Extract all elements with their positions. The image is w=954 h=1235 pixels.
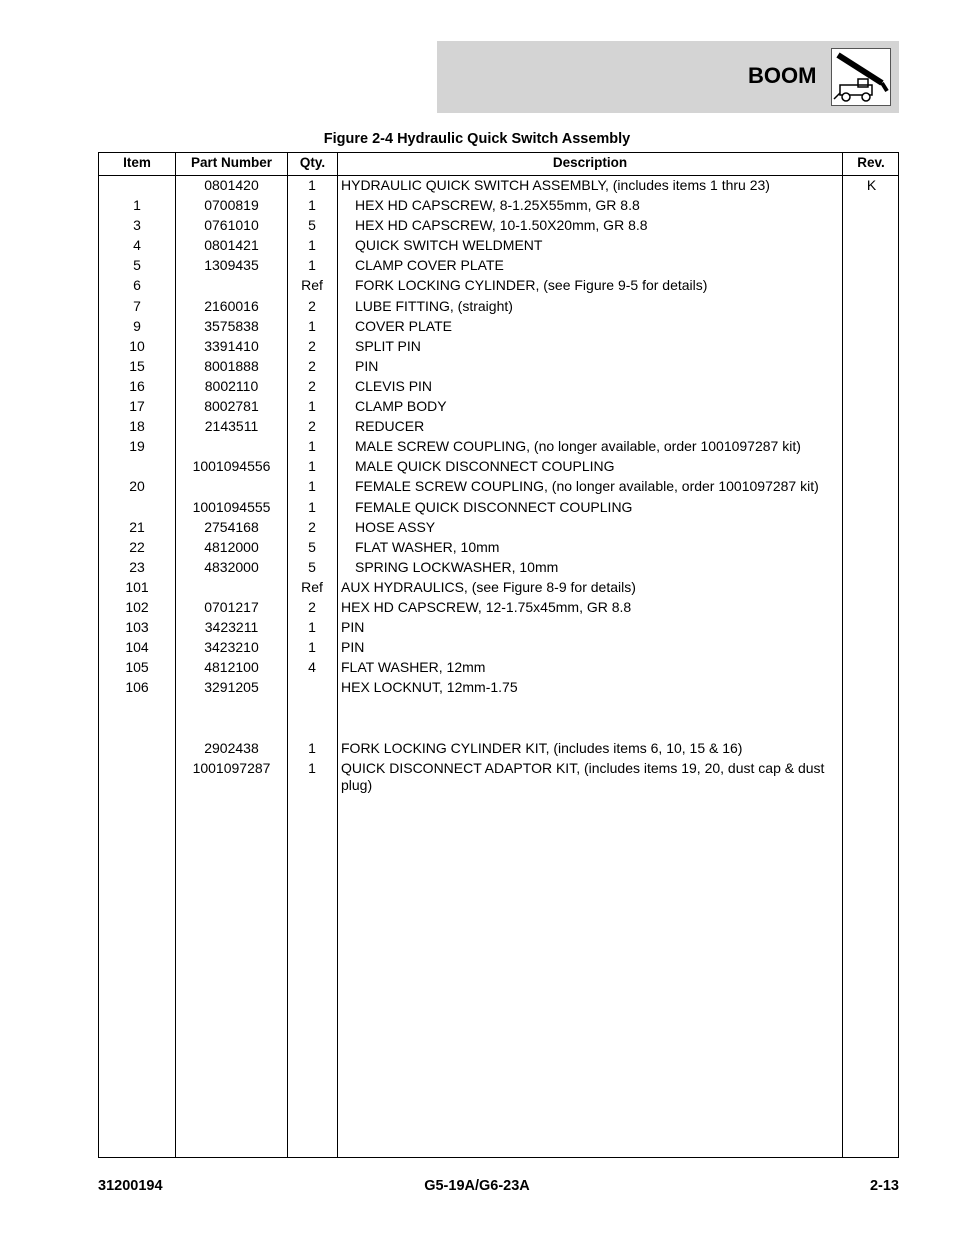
cell-part-number: 0801421 [204,237,259,254]
cell-description: HYDRAULIC QUICK SWITCH ASSEMBLY, (includes items 1 thru 23) [341,177,770,193]
cell-item: 101 [125,578,149,595]
table-row [99,658,898,678]
cell-qty: 2 [308,598,316,615]
cell-qty: 2 [308,357,316,374]
cell-description: PIN [341,619,365,636]
cell-part-number: 1001094555 [192,498,271,515]
table-row [99,417,898,437]
cell-description: FLAT WASHER, 12mm [341,659,486,676]
cell-item: 20 [129,478,145,495]
page-number: 2-13 [869,1178,899,1194]
cell-description: FORK LOCKING CYLINDER, (see Figure 9-5 for details) [355,277,708,294]
table-row [99,256,898,276]
cell-description: HEX HD CAPSCREW, 8-1.25X55mm, GR 8.8 [355,197,640,214]
cell-description: CLAMP BODY [355,398,447,415]
header-item: Item [123,155,151,170]
cell-item: 15 [129,357,145,374]
cell-part-number: 1001097287 [192,759,271,776]
cell-part-number: 0761010 [204,217,259,234]
cell-item: 21 [129,518,145,535]
cell-description: MALE SCREW COUPLING, (no longer available, order 1001097287 kit) [355,438,801,455]
doc-number: 31200194 [98,1178,163,1194]
table-row [99,739,898,759]
cell-part-number: 8002110 [204,377,259,394]
cell-qty: 1 [308,759,316,776]
cell-description: FORK LOCKING CYLINDER KIT, (includes items 6, 10, 15 & 16) [341,739,743,756]
cell-part-number: 2754168 [204,518,259,535]
cell-part-number: 1309435 [204,257,259,274]
cell-description: HOSE ASSY [355,518,436,535]
cell-part-number: 1001094556 [192,458,271,475]
cell-part-number: 8001888 [204,357,259,374]
cell-item: 104 [125,639,149,656]
cell-qty: Ref [301,277,323,294]
cell-qty: 1 [308,639,316,656]
cell-qty: 1 [308,177,316,193]
cell-item: 10 [129,337,145,354]
cell-description: SPLIT PIN [355,337,421,354]
table-row [99,357,898,377]
cell-description: QUICK DISCONNECT ADAPTOR KIT, (includes items 19, 20, dust cap & dust plug) [341,759,825,793]
cell-description: REDUCER [355,418,425,435]
figure-title: Figure 2-4 Hydraulic Quick Switch Assembly [323,131,631,147]
cell-qty: 4 [308,659,316,676]
header-description: Description [552,155,628,170]
table-row [99,498,898,518]
model-number: G5-19A/G6-23A [424,1178,530,1194]
cell-description: PIN [355,357,379,374]
cell-qty: 2 [308,297,316,314]
table-row [99,196,898,216]
cell-qty: 1 [308,197,316,214]
table-row [99,297,898,317]
cell-qty: 2 [308,377,316,394]
cell-part-number: 2143511 [204,418,259,435]
cell-description: AUX HYDRAULICS, (see Figure 8-9 for details) [341,578,636,595]
cell-part-number: 4812100 [204,659,259,676]
cell-part-number: 0700819 [204,197,259,214]
cell-qty: 1 [308,498,316,515]
table-row [99,638,898,658]
cell-part-number: 2160016 [204,297,259,314]
cell-description: MALE QUICK DISCONNECT COUPLING [355,458,615,475]
table-row [99,397,898,417]
table-row [99,176,898,196]
header-rev: Rev. [857,155,885,170]
cell-qty: 1 [308,619,316,636]
cell-description: FLAT WASHER, 10mm [355,538,500,555]
table-row [99,377,898,397]
cell-description: COVER PLATE [355,317,452,334]
cell-qty: 1 [308,398,316,415]
table-row [99,578,898,598]
cell-item: 19 [129,438,145,455]
cell-part-number: 4812000 [204,538,259,555]
cell-rev: K [866,177,877,193]
cell-item: 3 [133,217,141,234]
table-row [99,618,898,638]
table-row [99,437,898,457]
cell-description: PIN [341,639,365,656]
cell-item: 103 [125,619,149,636]
cell-item: 7 [133,297,141,314]
table-row [99,598,898,618]
cell-part-number: 0801420 [204,177,259,193]
cell-description: QUICK SWITCH WELDMENT [355,237,543,254]
cell-qty: 2 [308,337,316,354]
table-row [99,558,898,578]
section-title: BOOM [748,63,817,88]
cell-item: 105 [125,659,149,676]
cell-description: CLAMP COVER PLATE [355,257,504,274]
cell-item: 16 [129,377,145,394]
cell-item: 102 [125,598,149,615]
cell-part-number: 3575838 [204,317,259,334]
cell-qty: 5 [308,538,316,555]
cell-item: 5 [133,257,141,274]
cell-item: 6 [133,277,141,294]
cell-item: 17 [129,398,145,415]
boom-machine-icon [831,48,891,106]
cell-part-number: 2902438 [204,739,259,756]
cell-qty: Ref [301,578,323,595]
table-row [99,538,898,558]
cell-item: 106 [125,679,149,696]
table-body [99,176,898,793]
cell-qty: 1 [308,257,316,274]
table-row [99,216,898,236]
cell-qty: 2 [308,418,316,435]
cell-part-number: 3391410 [204,337,259,354]
table-row [99,759,898,793]
cell-part-number: 8002781 [204,398,259,415]
cell-description: FEMALE SCREW COUPLING, (no longer available, order 1001097287 kit) [355,478,819,495]
cell-item: 1 [133,197,141,214]
cell-qty: 1 [308,478,316,495]
cell-qty: 5 [308,558,316,575]
cell-item: 9 [133,317,141,334]
cell-qty: 2 [308,518,316,535]
table-row [99,337,898,357]
cell-item: 23 [129,558,145,575]
cell-qty: 1 [308,458,316,475]
cell-item: 22 [129,538,145,555]
table-row [99,236,898,256]
cell-description: FEMALE QUICK DISCONNECT COUPLING [355,498,633,515]
cell-qty: 1 [308,438,316,455]
table-row [99,276,898,296]
table-row [99,477,898,497]
table-row [99,317,898,337]
cell-description: HEX HD CAPSCREW, 12-1.75x45mm, GR 8.8 [341,598,632,615]
table-row [99,678,898,698]
cell-qty: 1 [308,739,316,756]
table-row [99,457,898,477]
cell-qty: 1 [308,317,316,334]
table-spacer [99,698,898,738]
cell-item: 4 [133,237,141,254]
cell-description: CLEVIS PIN [355,377,433,394]
section-header-band [437,41,899,113]
cell-description: SPRING LOCKWASHER, 10mm [355,558,559,575]
cell-description: LUBE FITTING, (straight) [355,297,513,314]
table-row [99,518,898,538]
cell-part-number: 3291205 [204,679,259,696]
cell-item: 18 [129,418,145,435]
header-part-number: Part Number [190,155,273,170]
cell-part-number: 3423210 [204,639,259,656]
cell-description: HEX LOCKNUT, 12mm-1.75 [341,679,518,696]
cell-qty: 1 [308,237,316,254]
cell-part-number: 4832000 [204,558,259,575]
cell-qty: 5 [308,217,316,234]
cell-description: HEX HD CAPSCREW, 10-1.50X20mm, GR 8.8 [355,217,648,234]
cell-part-number: 0701217 [204,598,259,615]
cell-part-number: 3423211 [204,619,259,636]
parts-table [98,152,899,1158]
header-qty: Qty. [299,155,326,170]
